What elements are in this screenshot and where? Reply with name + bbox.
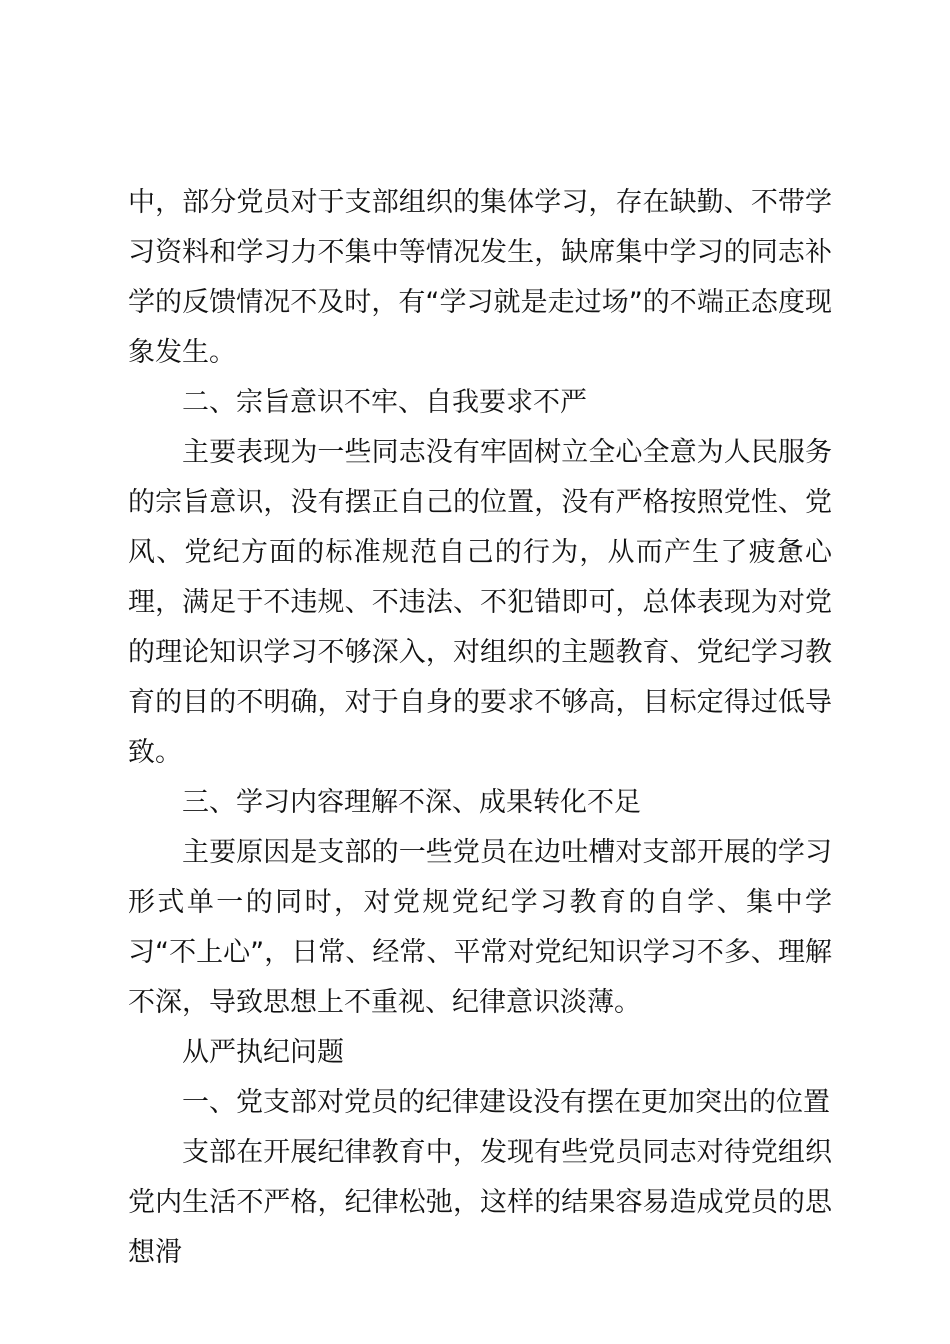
paragraph-continuation: 中，部分党员对于支部组织的集体学习，存在缺勤、不带学习资料和学习力不集中等情况发生，缺席集中学习的同志补学的反馈情况不及时，有“学习就是走过场”的不端正态度现象发生。: [128, 187, 832, 368]
section-heading-3: 三、学习内容理解不深、成果转化不足: [182, 787, 641, 818]
section-heading-2: 二、宗旨意识不牢、自我要求不严: [182, 387, 587, 418]
paragraph-body: 主要表现为一些同志没有牢固树立全心全意为人民服务的宗旨意识，没有摆正自己的位置，没有严格按照党性、党风、党纪方面的标准规范自己的行为，从而产生了疲惫心理，满足于不违规、不违法、不犯错即可，总体表现为对党的理论知识学习不够深入，对组织的主题教育、党纪学习教育的目的不明确，对于自身的要求不够高，目标定得过低导致。: [128, 437, 832, 768]
document-body: [128, 178, 832, 1278]
paragraph-body: 支部在开展纪律教育中，发现有些党员同志对待党组织党内生活不严格，纪律松弛，这样的结果容易造成党员的思想滑: [128, 1137, 832, 1268]
paragraph-body: 主要原因是支部的一些党员在边吐槽对支部开展的学习形式单一的同时，对党规党纪学习教育的自学、集中学习“不上心”，日常、经常、平常对党纪知识学习不多、理解不深，导致思想上不重视、纪律意识淡薄。: [128, 837, 832, 1018]
section-heading-1: 一、党支部对党员的纪律建设没有摆在更加突出的位置: [182, 1087, 830, 1118]
section-title: 从严执纪问题: [182, 1037, 344, 1068]
